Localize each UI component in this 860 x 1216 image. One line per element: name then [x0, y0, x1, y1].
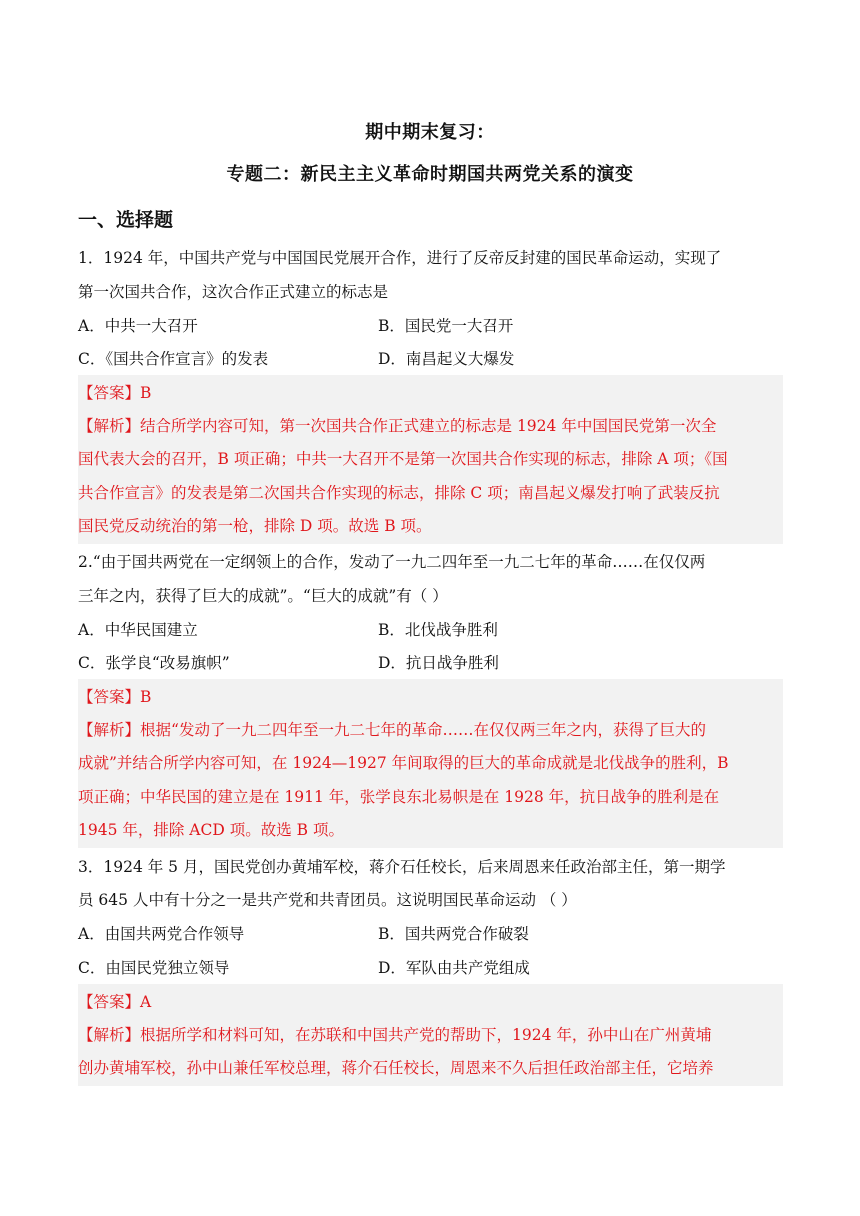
question-3-stem-line: 3．1924 年 5 月，国民党创办黄埔军校，蒋介石任校长，后来周恩来任政治部主任，第一期学 [78, 858, 726, 876]
question-3-stem-line: 员 645 人中有十分之一是共产党和共青团员。这说明国民革命运动 （ ） [78, 891, 577, 909]
question-2-stem-line: 2.“由于国共两党在一定纲领上的合作，发动了一九二四年至一九二七年的革命……在仅仅两 [78, 553, 706, 571]
answer-value: A [140, 993, 152, 1011]
document-title: 期中期末复习： [365, 122, 495, 143]
question-3-answer [78, 990, 151, 1012]
analysis-tag: 【解析】 [78, 417, 141, 435]
question-2-answer [78, 685, 151, 707]
analysis-tag: 【解析】 [78, 721, 141, 739]
question-2-analysis-line: 1945 年，排除 ACD 项。故选 B 项。 [78, 821, 344, 839]
question-3-analysis-line [78, 1023, 711, 1045]
question-2-option-b: B．北伐战争胜利 [378, 621, 498, 639]
analysis-text: 结合所学内容可知，第一次国共合作正式建立的标志是 1924 年中国国民党第一次全 [140, 417, 717, 435]
answer-value: B [140, 688, 152, 706]
question-2-analysis-line: 成就”并结合所学内容可知，在 1924—1927 年间取得的巨大的革命成就是北伐战争的胜利，B [78, 754, 729, 772]
question-1-stem-line: 第一次国共合作，这次合作正式建立的标志是 [78, 283, 389, 301]
question-1-option-d: D．南昌起义大爆发 [378, 350, 515, 368]
question-1-analysis-line: 共合作宣言》的发表是第二次国共合作实现的标志，排除 C 项；南昌起义爆发打响了武装反抗 [78, 484, 720, 502]
question-1-answer [78, 381, 151, 403]
analysis-text: 根据所学和材料可知，在苏联和中国共产党的帮助下，1924 年，孙中山在广州黄埔 [140, 1026, 712, 1044]
question-3-analysis-line: 创办黄埔军校，孙中山兼任军校总理，蒋介石任校长，周恩来不久后担任政治部主任，它培养 [78, 1059, 714, 1077]
question-1-analysis-line [78, 414, 716, 436]
question-1-option-b: B．国民党一大召开 [378, 317, 514, 335]
question-3-option-a: A．由国共两党合作领导 [78, 925, 245, 943]
answer-tag: 【答案】 [78, 384, 141, 402]
section-heading: 一、选择题 [78, 209, 174, 231]
question-2-option-c: C．张学良“改易旗帜” [78, 654, 230, 672]
question-2-option-d: D．抗日战争胜利 [378, 654, 499, 672]
answer-tag: 【答案】 [78, 993, 141, 1011]
question-2-option-a: A．中华民国建立 [78, 621, 198, 639]
document-subtitle: 专题二：新民主主义革命时期国共两党关系的演变 [226, 164, 634, 185]
answer-value: B [140, 384, 152, 402]
question-3-option-d: D．军队由共产党组成 [378, 959, 530, 977]
question-3-option-c: C．由国民党独立领导 [78, 959, 230, 977]
question-2-analysis-line: 项正确；中华民国的建立是在 1911 年，张学良东北易帜是在 1928 年，抗日战争的胜利是在 [78, 788, 720, 806]
question-2-stem-line: 三年之内，获得了巨大的成就”。“巨大的成就”有（ ） [78, 587, 448, 605]
question-1-analysis-line: 国代表大会的召开，B 项正确；中共一大召开不是第一次国共合作实现的标志，排除 A 项；《国 [78, 450, 728, 468]
analysis-text: 根据“发动了一九二四年至一九二七年的革命……在仅仅两三年之内，获得了巨大的 [140, 721, 706, 739]
question-1-option-a: A．中共一大召开 [78, 317, 198, 335]
answer-tag: 【答案】 [78, 688, 141, 706]
question-1-analysis-line: 国民党反动统治的第一枪，排除 D 项。故选 B 项。 [78, 517, 432, 535]
question-2-analysis-line [78, 718, 706, 740]
question-1-option-c: C．《国共合作宣言》的发表 [78, 350, 269, 368]
question-1-stem-line: 1．1924 年，中国共产党与中国国民党展开合作，进行了反帝反封建的国民革命运动，实现了 [78, 249, 722, 267]
analysis-tag: 【解析】 [78, 1026, 141, 1044]
question-3-option-b: B．国共两党合作破裂 [378, 925, 529, 943]
